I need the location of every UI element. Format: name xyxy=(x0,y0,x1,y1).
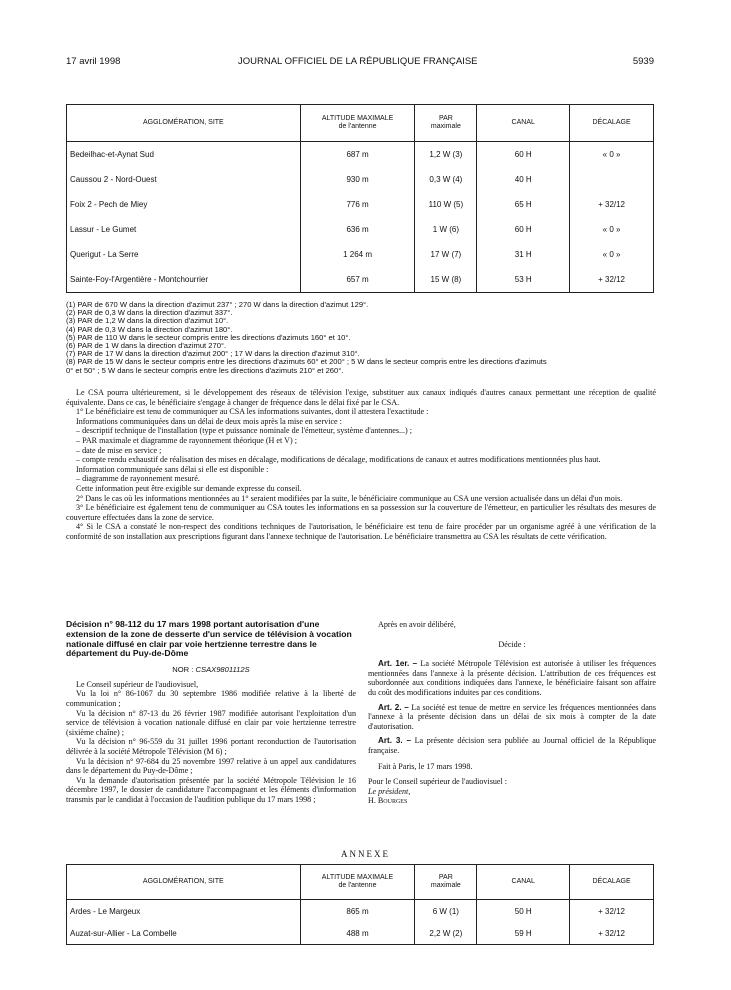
cell-par: 15 W (8) xyxy=(415,267,477,293)
visa: Vu la décision n° 87-13 du 26 février 1987 modifiée autorisant l'exploitation d'un service de télévision à vocation nationale diffusé en clair par voie hertzienne terrestre (sixième chaîne) ; xyxy=(66,708,356,737)
signature-name: H. Bourges xyxy=(368,796,408,806)
footnote: (7) PAR de 17 W dans la direction d'azimut 200° ; 17 W dans la direction d'azimut 310°. xyxy=(66,350,360,359)
cell-decalage: « 0 » xyxy=(570,242,654,267)
cell-par: 0,3 W (4) xyxy=(415,167,477,192)
frequency-table-annexe xyxy=(66,864,654,945)
paragraph: – PAR maximale et diagramme de rayonnement théorique (H et V) ; xyxy=(76,435,297,445)
paragraph: – descriptif technique de l'installation (type et puissance nominale de l'émetteur, système d'antennes...) ; xyxy=(76,426,413,436)
col-header-canal: CANAL xyxy=(477,865,570,900)
signature-line: Pour le Conseil supérieur de l'audiovisuel : xyxy=(368,777,508,787)
table-row xyxy=(67,242,654,267)
paragraph: 1° Le bénéficiaire est tenu de communiquer au CSA les informations suivantes, dont il attestera l'exactitude : xyxy=(76,407,429,417)
fait-a-paris: Fait à Paris, le 17 mars 1998. xyxy=(378,761,473,771)
col-header-altitude xyxy=(300,105,415,142)
cell-altitude: 636 m xyxy=(300,217,415,242)
col-header-altitude-line1: ALTITUDE MAXIMALE xyxy=(321,874,394,881)
article-2 xyxy=(368,703,656,732)
decision-title: Décision n° 98-112 du 17 mars 1998 portant autorisation d'une extension de la zone de desserte d'un service de télévision à vocation nationale diffusé en clair par voie hertzienne terrestre dans le département du Puy-de-Dôme xyxy=(66,619,352,659)
cell-decalage: « 0 » xyxy=(570,142,654,168)
cell-altitude: 687 m xyxy=(300,142,415,168)
cell-altitude: 657 m xyxy=(300,267,415,293)
paragraph: – date de mise en service ; xyxy=(76,445,162,455)
col-header-par-line2: maximale xyxy=(430,882,461,889)
table-row xyxy=(67,267,654,293)
header-title: JOURNAL OFFICIEL DE LA RÉPUBLIQUE FRANÇAISE xyxy=(238,56,478,67)
cell-par: 2,2 W (2) xyxy=(415,922,477,945)
paragraph: Le CSA pourra ultérieurement, si le développement des réseaux de télévision l'exige, substituer aux canaux indiqués d'autres canaux permettant une réception de qualité équivalente. Dans ce cas, le bénéficiaire s'engage à changer de fréquence dans le délai fixé par le CSA. xyxy=(66,388,656,407)
col-header-par xyxy=(415,105,477,142)
signature-role xyxy=(368,787,656,797)
cell-altitude: 488 m xyxy=(300,922,415,945)
cell-par: 6 W (1) xyxy=(415,900,477,923)
footnote: (8) PAR de 15 W dans le secteur compris entre les directions d'azimuts 60° et 200° ; 5 W dans le secteur compris entre les directions d'azimuts xyxy=(66,358,547,367)
col-header-altitude xyxy=(300,865,415,900)
footnote: (6) PAR de 1 W dans la direction d'azimut 270°. xyxy=(66,342,227,351)
table-row xyxy=(67,922,654,945)
cell-decalage: + 32/12 xyxy=(570,267,654,293)
apres-delibere: Après en avoir délibéré, xyxy=(378,620,456,629)
cell-altitude: 865 m xyxy=(300,900,415,923)
cell-site: Lassur - Le Gumet xyxy=(70,225,137,234)
cell-site: Caussou 2 - Nord-Ouest xyxy=(70,175,157,184)
col-header-site: AGGLOMÉRATION, SITE xyxy=(67,105,301,142)
footnote: (3) PAR de 1,2 W dans la direction d'azimut 10°. xyxy=(66,317,229,326)
paragraph: Cette information peut être exigible sur demande expresse du conseil. xyxy=(76,483,302,493)
paragraph: 4° Si le CSA a constaté le non-respect des conditions techniques de l'autorisation, le bénéficiaire est tenu de faire procéder par un organisme agréé à une vérification de la conformité de son installation aux prescriptions figurant dans l'annexe technique de l'autorisation. Le bénéficiaire transmettra au CSA les résultats de cette vérification. xyxy=(66,522,656,541)
cell-decalage: « 0 » xyxy=(570,217,654,242)
cell-site: Ardes - Le Margeux xyxy=(70,906,141,916)
page-header xyxy=(66,56,654,70)
header-date: 17 avril 1998 xyxy=(66,56,121,67)
cell-canal: 59 H xyxy=(477,922,570,945)
cell-site: Foix 2 - Pech de Miey xyxy=(70,200,148,209)
col-header-altitude-line1: ALTITUDE MAXIMALE xyxy=(321,115,394,122)
cell-canal: 65 H xyxy=(477,192,570,217)
col-header-decalage: DÉCALAGE xyxy=(570,865,654,900)
table-row xyxy=(67,900,654,923)
col-header-canal: CANAL xyxy=(477,105,570,142)
col-header-par-line1: PAR xyxy=(438,115,453,122)
frequency-table-1 xyxy=(66,104,654,293)
cell-altitude: 776 m xyxy=(300,192,415,217)
cell-canal: 40 H xyxy=(477,167,570,192)
decision-left-column xyxy=(66,620,356,805)
table-row xyxy=(67,142,654,168)
nor-reference xyxy=(66,665,356,675)
article-2-label: Art. 2. – xyxy=(378,702,409,712)
cell-site: Auzat-sur-Allier - La Combelle xyxy=(70,928,177,938)
article-3-text: La présente décision sera publiée au Journal officiel de la République française. xyxy=(368,736,656,755)
article-1 xyxy=(368,659,656,697)
header-page-number: 5939 xyxy=(632,56,654,67)
table-footnotes xyxy=(66,301,656,375)
visa: Vu la demande d'autorisation présentée par la société Métropole Télévision le 16 décembre 1997, le dossier de candidature l'accompagnant et les éléments d'information transmis par le candidat à l'occasion de l'audition publique du 17 mars 1998 ; xyxy=(66,775,356,804)
cell-decalage: + 32/12 xyxy=(570,922,654,945)
cell-canal: 31 H xyxy=(477,242,570,267)
visa: Vu la décision n° 96-559 du 31 juillet 1996 portant reconduction de l'autorisation délivrée à la société Métropole Télévision (M 6) ; xyxy=(66,737,356,756)
footnote: 0° et 50° ; 5 W dans le secteur compris entre les directions d'azimuts 210° et 260°. xyxy=(66,366,344,375)
article-3 xyxy=(368,736,656,755)
cell-par: 110 W (5) xyxy=(415,192,477,217)
article-2-text: La société est tenue de mettre en service les fréquences mentionnées dans l'annexe à la présente décision dans un délai de six mois à compter de la date d'autorisation. xyxy=(368,702,656,731)
paragraph: Informations communiquées dans un délai de deux mois après la mise en service : xyxy=(76,416,342,426)
table-row xyxy=(67,192,654,217)
visa: Vu la décision n° 97-684 du 25 novembre 1997 relative à un appel aux candidatures dans le département du Puy-de-Dôme ; xyxy=(66,756,356,776)
col-header-altitude-line2: de l'antenne xyxy=(338,882,377,889)
table-header-row xyxy=(67,865,654,900)
cell-decalage: + 32/12 xyxy=(570,192,654,217)
article-3-label: Art. 3. – xyxy=(378,736,411,746)
paragraph: 3° Le bénéficiaire est également tenu de communiquer au CSA toutes les informations en sa possession sur la couverture de l'émetteur, en particulier les résultats des mesures de couverture effectuées dans la zone de service. xyxy=(66,503,656,522)
cell-canal: 50 H xyxy=(477,900,570,923)
cell-altitude: 930 m xyxy=(300,167,415,192)
body-text xyxy=(66,388,656,542)
cell-par: 17 W (7) xyxy=(415,242,477,267)
col-header-par xyxy=(415,865,477,900)
cell-par: 1 W (6) xyxy=(415,217,477,242)
article-1-text: La société Métropole Télévision est autorisée à utiliser les fréquences mentionnées dans l'annexe à la présente décision. L'attribution de ces fréquences est subordonnée aux conditions indiquées dans l'annexe, le bénéficiaire faisant son affaire du coût des modifications induites par ces conditions. xyxy=(368,659,656,697)
paragraph: 2° Dans le cas où les informations mentionnées au 1° seraient modifiées par la suite, le bénéficiaire communique au CSA une version actualisée dans un délai d'un mois. xyxy=(76,493,623,503)
visa: Le Conseil supérieur de l'audiovisuel, xyxy=(76,679,199,689)
paragraph: – compte rendu exhaustif de réalisation des mises en décalage, modifications de décalage, modifications de canaux et autres modifications mentionnées plus haut. xyxy=(76,455,601,465)
table-row xyxy=(67,217,654,242)
paragraph: – diagramme de rayonnement mesuré. xyxy=(76,474,200,484)
cell-site: Querigut - La Serre xyxy=(70,250,139,259)
col-header-altitude-line2: de l'antenne xyxy=(338,123,377,130)
decision-right-column xyxy=(368,620,656,806)
visa: Vu la loi n° 86-1067 du 30 septembre 1986 modifiée relative à la liberté de communication ; xyxy=(66,689,356,708)
cell-canal: 60 H xyxy=(477,142,570,168)
footnote: (2) PAR de 0,3 W dans la direction d'azimut 337°. xyxy=(66,309,233,318)
annexe-title: ANNEXE xyxy=(341,849,390,859)
cell-site: Bedeilhac-et-Aynat Sud xyxy=(70,150,154,159)
paragraph: Information communiquée sans délai si elle est disponible : xyxy=(76,464,269,474)
footnote: (1) PAR de 670 W dans la direction d'azimut 237° ; 270 W dans la direction d'azimut 129°. xyxy=(66,301,369,309)
cell-site: Sainte-Foy-l'Argentière - Montchourrier xyxy=(70,275,209,284)
article-1-label: Art. 1er. – xyxy=(378,659,418,669)
nor-code: CSAX9801112S xyxy=(195,665,250,675)
footnote: (5) PAR de 110 W dans le secteur compris entre les directions d'azimuts 160° et 10°. xyxy=(66,333,351,342)
col-header-par-line2: maximale xyxy=(430,123,461,130)
decide-heading: Décide : xyxy=(498,639,526,649)
col-header-decalage: DÉCALAGE xyxy=(570,105,654,142)
cell-canal: 53 H xyxy=(477,267,570,293)
cell-decalage: + 32/12 xyxy=(570,900,654,923)
signature-role-text: Le président, xyxy=(368,786,411,796)
cell-par: 1,2 W (3) xyxy=(415,142,477,168)
footnote: (4) PAR de 0,3 W dans la direction d'azimut 180°. xyxy=(66,325,233,334)
cell-altitude: 1 264 m xyxy=(300,242,415,267)
table-header-row xyxy=(67,105,654,142)
col-header-par-line1: PAR xyxy=(438,874,453,881)
nor-label: NOR : xyxy=(172,665,194,675)
cell-decalage xyxy=(570,167,654,192)
col-header-site: AGGLOMÉRATION, SITE xyxy=(67,865,301,900)
cell-canal: 60 H xyxy=(477,217,570,242)
table-row xyxy=(67,167,654,192)
